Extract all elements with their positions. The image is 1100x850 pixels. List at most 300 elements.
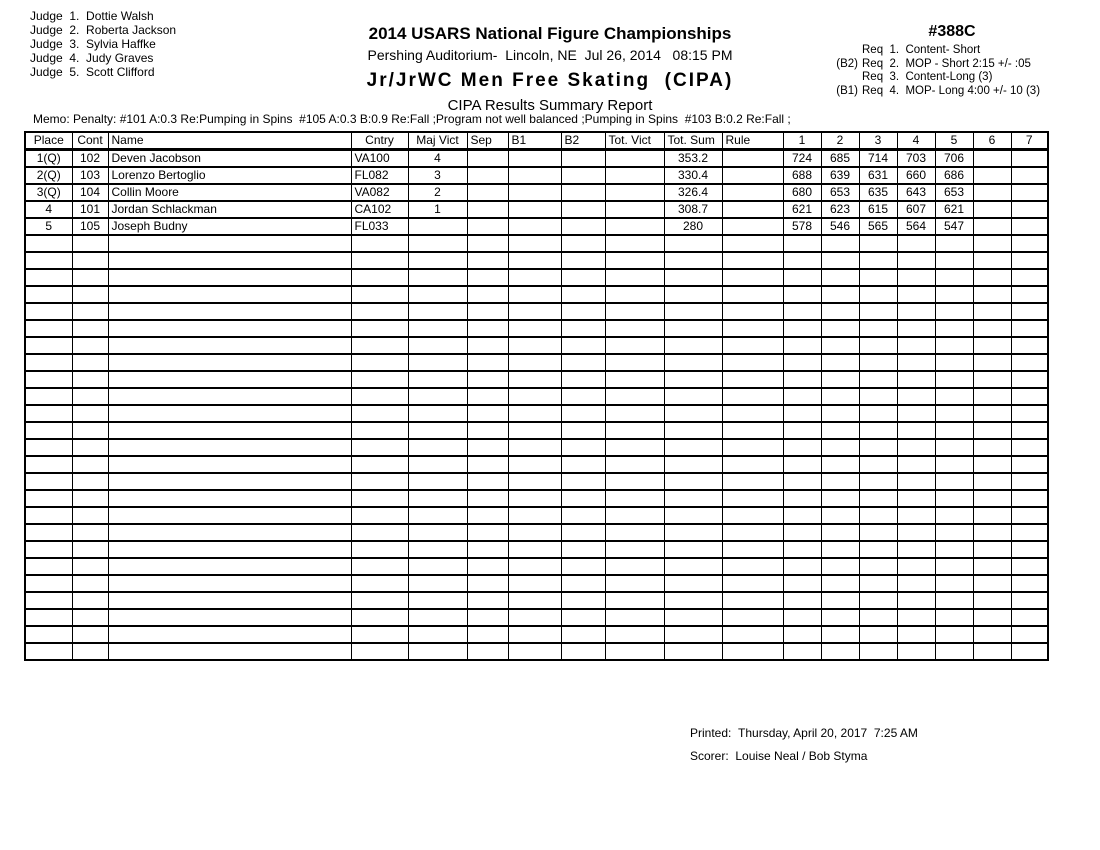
cell-empty-b2 [561,643,605,660]
requirement-prefix [832,71,862,85]
cell-judge-1: 688 [783,167,821,184]
cell-empty-sep [467,609,508,626]
cell-empty-judge-2 [821,354,859,371]
cell-empty-cont [72,558,108,575]
cell-empty-judge-6 [973,575,1011,592]
cell-empty-tot-sum [664,371,722,388]
cell-empty-cont [72,439,108,456]
cell-empty-judge-7 [1011,422,1048,439]
cell-empty-judge-7 [1011,558,1048,575]
cell-cont: 102 [72,150,108,168]
cell-empty-cntry [351,490,408,507]
cell-judge-3: 615 [859,201,897,218]
cell-tot-vict [605,218,664,235]
cell-judge-3: 635 [859,184,897,201]
cell-empty-place [25,252,72,269]
memo-line: Memo: Penalty: #101 A:0.3 Re:Pumping in Spins #105 A:0.3 B:0.9 Re:Fall ;Program not well balanced ;Pumping in Spins #103 B:0.2 Re:Fall ; [33,112,791,126]
cell-judge-1: 680 [783,184,821,201]
cell-b1 [508,150,561,168]
empty-row [25,507,1048,524]
requirement-prefix: (B1) [836,84,858,97]
col-header-maj-vict: Maj Vict [408,132,467,150]
cell-empty-judge-4 [897,643,935,660]
cell-empty-b2 [561,354,605,371]
cell-empty-judge-7 [1011,575,1048,592]
cell-empty-sep [467,405,508,422]
cell-empty-judge-5 [935,609,973,626]
cell-empty-judge-4 [897,524,935,541]
cell-empty-place [25,592,72,609]
cell-empty-b2 [561,337,605,354]
cell-empty-cntry [351,558,408,575]
cell-empty-judge-2 [821,575,859,592]
cell-empty-tot-vict [605,337,664,354]
cell-empty-judge-4 [897,439,935,456]
cell-empty-tot-vict [605,422,664,439]
cell-empty-b2 [561,388,605,405]
cell-empty-place [25,507,72,524]
cell-empty-sep [467,235,508,252]
cell-empty-sep [467,575,508,592]
cell-empty-rule [722,524,783,541]
cell-cont: 103 [72,167,108,184]
cell-empty-judge-1 [783,422,821,439]
cell-empty-judge-1 [783,354,821,371]
cell-empty-judge-5 [935,541,973,558]
cell-empty-tot-sum [664,235,722,252]
cell-tot-vict [605,150,664,168]
cell-empty-judge-2 [821,388,859,405]
cell-empty-judge-2 [821,541,859,558]
cell-empty-judge-6 [973,473,1011,490]
col-header-name: Name [108,132,351,150]
cell-empty-tot-sum [664,422,722,439]
col-header-judge-6: 6 [973,132,1011,150]
cell-empty-judge-1 [783,507,821,524]
cell-empty-cntry [351,524,408,541]
cell-judge-3: 714 [859,150,897,168]
cell-empty-judge-7 [1011,354,1048,371]
cell-empty-b1 [508,303,561,320]
cell-empty-b1 [508,320,561,337]
cell-empty-tot-vict [605,354,664,371]
cell-empty-cntry [351,252,408,269]
cell-empty-cont [72,643,108,660]
results-table-container [24,131,1049,661]
cell-empty-tot-sum [664,524,722,541]
cell-rule [722,150,783,168]
cell-empty-tot-vict [605,269,664,286]
empty-row [25,371,1048,388]
cell-empty-tot-vict [605,609,664,626]
requirements-panel [832,23,1072,98]
cell-empty-place [25,388,72,405]
empty-row [25,320,1048,337]
requirement-line [832,58,1072,72]
cell-empty-judge-3 [859,337,897,354]
cell-empty-cntry [351,337,408,354]
cell-empty-sep [467,592,508,609]
cell-empty-b2 [561,592,605,609]
cell-empty-name [108,354,351,371]
cell-empty-judge-4 [897,320,935,337]
cell-empty-rule [722,337,783,354]
cell-empty-tot-sum [664,303,722,320]
cell-empty-tot-sum [664,354,722,371]
cell-empty-cntry [351,473,408,490]
cell-b2 [561,150,605,168]
cell-empty-judge-6 [973,609,1011,626]
cell-empty-judge-4 [897,456,935,473]
cell-empty-judge-2 [821,235,859,252]
cell-b1 [508,167,561,184]
requirement-text: Req 3. Content-Long (3) [862,71,993,83]
cell-empty-judge-6 [973,439,1011,456]
table-row [25,201,1048,218]
cell-empty-b1 [508,473,561,490]
requirement-line [832,44,1072,58]
report-number: #388C [928,23,976,40]
cell-empty-rule [722,371,783,388]
cell-empty-tot-sum [664,473,722,490]
requirement-line [832,71,1072,85]
cell-empty-b1 [508,524,561,541]
cell-empty-cntry [351,320,408,337]
cell-place: 3(Q) [25,184,72,201]
cell-empty-judge-6 [973,252,1011,269]
cell-empty-judge-1 [783,575,821,592]
cell-sep [467,184,508,201]
cell-empty-judge-2 [821,592,859,609]
cell-tot-sum: 280 [664,218,722,235]
cell-empty-tot-vict [605,541,664,558]
cell-empty-judge-1 [783,439,821,456]
cell-empty-judge-3 [859,507,897,524]
cell-empty-judge-2 [821,439,859,456]
cell-empty-sep [467,337,508,354]
cell-cntry: FL082 [351,167,408,184]
cell-empty-b2 [561,235,605,252]
cell-judge-7 [1011,184,1048,201]
cell-empty-judge-7 [1011,524,1048,541]
requirement-line [832,85,1072,99]
cell-empty-judge-6 [973,303,1011,320]
cell-empty-rule [722,473,783,490]
cell-empty-cntry [351,575,408,592]
cell-judge-6 [973,150,1011,168]
cell-empty-judge-3 [859,235,897,252]
cell-empty-name [108,388,351,405]
cell-empty-place [25,626,72,643]
cell-empty-maj-vict [408,354,467,371]
cell-empty-name [108,456,351,473]
cell-judge-2: 546 [821,218,859,235]
col-header-sep: Sep [467,132,508,150]
cell-empty-judge-4 [897,388,935,405]
cell-empty-sep [467,252,508,269]
cell-empty-sep [467,541,508,558]
cell-b1 [508,184,561,201]
cell-empty-tot-sum [664,286,722,303]
cell-empty-judge-7 [1011,269,1048,286]
cell-empty-maj-vict [408,371,467,388]
judge-line: Judge 4. Judy Graves [30,51,154,65]
cell-empty-b2 [561,490,605,507]
empty-row [25,405,1048,422]
cell-empty-judge-3 [859,575,897,592]
cell-name: Joseph Budny [108,218,351,235]
cell-tot-vict [605,201,664,218]
cell-empty-judge-7 [1011,609,1048,626]
cell-empty-sep [467,643,508,660]
cell-empty-tot-vict [605,252,664,269]
cell-empty-judge-4 [897,558,935,575]
cell-empty-judge-5 [935,252,973,269]
cell-empty-name [108,609,351,626]
cell-empty-sep [467,269,508,286]
cell-empty-rule [722,422,783,439]
cell-empty-place [25,575,72,592]
col-header-judge-5: 5 [935,132,973,150]
cell-empty-judge-4 [897,626,935,643]
cell-empty-rule [722,235,783,252]
cell-empty-sep [467,371,508,388]
cell-empty-name [108,592,351,609]
header-row [25,132,1048,150]
cell-empty-b2 [561,558,605,575]
cell-empty-rule [722,592,783,609]
cell-empty-name [108,286,351,303]
cell-empty-judge-1 [783,626,821,643]
cell-empty-judge-4 [897,473,935,490]
cell-empty-b1 [508,643,561,660]
cell-empty-judge-6 [973,490,1011,507]
cell-empty-judge-6 [973,371,1011,388]
cell-empty-judge-3 [859,490,897,507]
cell-empty-sep [467,558,508,575]
empty-row [25,303,1048,320]
cell-empty-name [108,303,351,320]
cell-empty-judge-5 [935,371,973,388]
cell-empty-b2 [561,626,605,643]
cell-judge-5: 547 [935,218,973,235]
cell-empty-judge-5 [935,473,973,490]
cell-empty-judge-4 [897,354,935,371]
cell-empty-judge-2 [821,626,859,643]
cell-judge-7 [1011,167,1048,184]
cell-cntry: CA102 [351,201,408,218]
cell-empty-rule [722,405,783,422]
cell-empty-judge-2 [821,643,859,660]
col-header-judge-2: 2 [821,132,859,150]
cell-empty-judge-7 [1011,456,1048,473]
cell-empty-judge-6 [973,422,1011,439]
cell-empty-sep [467,439,508,456]
cell-empty-cont [72,609,108,626]
cell-empty-tot-vict [605,575,664,592]
cell-place: 5 [25,218,72,235]
cell-empty-cont [72,456,108,473]
cell-empty-judge-6 [973,456,1011,473]
cell-empty-cntry [351,541,408,558]
cell-empty-judge-3 [859,269,897,286]
cell-empty-b1 [508,286,561,303]
cell-b2 [561,184,605,201]
cell-empty-judge-2 [821,303,859,320]
cell-empty-b2 [561,541,605,558]
cell-empty-judge-4 [897,541,935,558]
cell-empty-cont [72,575,108,592]
table-row [25,218,1048,235]
cell-empty-cntry [351,592,408,609]
cell-empty-judge-6 [973,337,1011,354]
cell-judge-6 [973,201,1011,218]
cell-empty-judge-2 [821,252,859,269]
cell-empty-judge-1 [783,286,821,303]
cell-empty-maj-vict [408,507,467,524]
cell-empty-place [25,473,72,490]
cell-judge-4: 607 [897,201,935,218]
cell-empty-judge-6 [973,354,1011,371]
cell-empty-judge-1 [783,235,821,252]
cell-empty-name [108,626,351,643]
cell-empty-sep [467,524,508,541]
cell-empty-judge-4 [897,286,935,303]
cell-empty-name [108,235,351,252]
cell-empty-tot-sum [664,609,722,626]
cell-name: Lorenzo Bertoglio [108,167,351,184]
cell-empty-judge-2 [821,456,859,473]
cell-empty-judge-3 [859,456,897,473]
cell-empty-cntry [351,269,408,286]
cell-empty-judge-7 [1011,507,1048,524]
cell-empty-judge-6 [973,405,1011,422]
cell-empty-sep [467,388,508,405]
cell-empty-place [25,490,72,507]
cell-empty-place [25,456,72,473]
cell-empty-tot-sum [664,541,722,558]
printed-line [690,726,918,740]
cell-empty-rule [722,269,783,286]
cell-empty-b1 [508,269,561,286]
cell-empty-judge-5 [935,558,973,575]
cell-empty-tot-vict [605,235,664,252]
venue-date-line: Pershing Auditorium- Lincoln, NE Jul 26, 2014 08:15 PM [367,47,733,63]
cell-empty-name [108,490,351,507]
cell-empty-tot-sum [664,626,722,643]
cell-empty-judge-5 [935,422,973,439]
cell-empty-cont [72,507,108,524]
cell-empty-cont [72,524,108,541]
cell-empty-judge-6 [973,235,1011,252]
cell-empty-judge-3 [859,371,897,388]
cell-judge-5: 621 [935,201,973,218]
cell-empty-judge-2 [821,337,859,354]
cell-empty-place [25,524,72,541]
cell-empty-tot-sum [664,507,722,524]
cell-b2 [561,201,605,218]
cell-judge-4: 564 [897,218,935,235]
cell-empty-judge-7 [1011,473,1048,490]
cell-empty-place [25,337,72,354]
cell-empty-judge-6 [973,388,1011,405]
empty-row [25,490,1048,507]
cell-empty-judge-3 [859,643,897,660]
cell-empty-judge-3 [859,405,897,422]
cell-rule [722,167,783,184]
requirement-text: Req 2. MOP - Short 2:15 +/- :05 [862,57,1031,70]
printed-label: Printed: [690,726,739,740]
cell-empty-judge-3 [859,592,897,609]
cell-empty-judge-1 [783,643,821,660]
cell-empty-cont [72,269,108,286]
cell-empty-name [108,575,351,592]
cell-empty-judge-3 [859,558,897,575]
cell-empty-cntry [351,371,408,388]
cell-empty-judge-6 [973,592,1011,609]
cell-empty-b2 [561,405,605,422]
cell-empty-judge-2 [821,558,859,575]
cell-empty-tot-sum [664,643,722,660]
cell-empty-cont [72,286,108,303]
cell-empty-tot-sum [664,456,722,473]
cell-empty-judge-5 [935,405,973,422]
cell-empty-sep [467,456,508,473]
empty-row [25,422,1048,439]
empty-row [25,235,1048,252]
cell-empty-tot-sum [664,337,722,354]
cell-empty-cont [72,252,108,269]
empty-row [25,337,1048,354]
cell-empty-b1 [508,235,561,252]
cell-empty-b2 [561,320,605,337]
cell-empty-place [25,320,72,337]
cell-empty-judge-5 [935,286,973,303]
cell-empty-judge-2 [821,473,859,490]
cell-empty-b2 [561,507,605,524]
cell-empty-cont [72,626,108,643]
cell-empty-cont [72,354,108,371]
cell-empty-cont [72,405,108,422]
cell-rule [722,201,783,218]
empty-row [25,592,1048,609]
cell-empty-tot-sum [664,320,722,337]
table-row [25,150,1048,168]
cell-empty-cntry [351,405,408,422]
cell-empty-b2 [561,473,605,490]
cell-empty-tot-sum [664,575,722,592]
cell-empty-judge-7 [1011,337,1048,354]
empty-row [25,456,1048,473]
cell-empty-tot-sum [664,558,722,575]
cell-empty-judge-4 [897,422,935,439]
cell-b2 [561,167,605,184]
cell-empty-judge-2 [821,422,859,439]
cell-cntry: VA100 [351,150,408,168]
cell-b1 [508,201,561,218]
cell-empty-judge-7 [1011,252,1048,269]
cell-empty-sep [467,354,508,371]
judge-line: Judge 1. Dottie Walsh [30,9,154,23]
cell-empty-name [108,541,351,558]
cell-empty-judge-1 [783,524,821,541]
results-table [24,131,1049,661]
cell-rule [722,218,783,235]
cell-empty-judge-1 [783,541,821,558]
cell-empty-judge-3 [859,524,897,541]
cell-sep [467,201,508,218]
cell-empty-judge-1 [783,371,821,388]
